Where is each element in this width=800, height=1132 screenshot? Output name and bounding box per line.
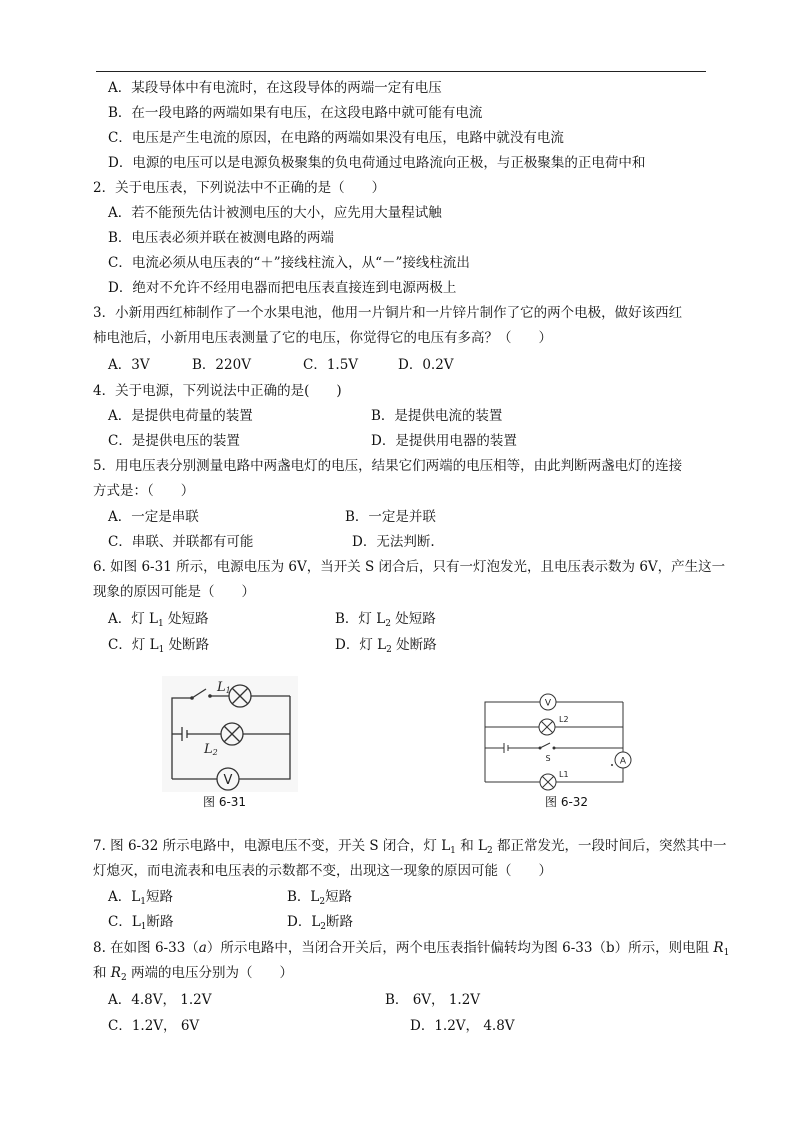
- q5-option-d: D．无法判断.: [352, 534, 435, 550]
- q7-stem-line2: 灯熄灭，而电流表和电压表的示数都不变，出现这一现象的原因可能（ ）: [93, 863, 552, 879]
- q3-option-d: D．0.2V: [398, 357, 454, 373]
- fig631-l2-label: L2: [204, 742, 218, 757]
- figure-6-31-caption: 图 6-31: [203, 795, 247, 809]
- q3-stem-line2: 柿电池后，小新用电压表测量了它的电压，你觉得它的电压有多高？（ ）: [93, 330, 552, 346]
- q5-option-a: A．一定是串联: [108, 509, 199, 525]
- q5-stem-line2: 方式是：（ ）: [93, 483, 195, 499]
- q7-option-a: A．$L_1$短路: [108, 889, 173, 907]
- q8-option-d: D．1.2V， 4.8V: [410, 1018, 515, 1034]
- q1-option-d: D．电源的电压可以是电源负极聚集的负电荷通过电路流向正极，与正极聚集的正电荷中和: [108, 155, 646, 171]
- q5-option-c: C．串联、并联都有可能: [108, 534, 254, 550]
- q2-option-a: A．若不能预先估计被测电压的大小，应先用大量程试触: [108, 205, 442, 221]
- fig632-ammeter-label: A: [619, 756, 627, 767]
- q3-option-c: C．1.5V: [303, 357, 359, 373]
- circuit-diagram-6-32: [480, 690, 635, 796]
- fig631-voltmeter-label: V: [223, 773, 233, 788]
- q6-option-b: B．灯 $L_2$ 处短路: [335, 611, 436, 629]
- q8-option-b: B． 6V， 1.2V: [385, 992, 481, 1008]
- q1-option-c: C．电压是产生电流的原因，在电路的两端如果没有电压，电路中就没有电流: [108, 130, 564, 146]
- q3-stem-line1: 3．小新用西红柿制作了一个水果电池，他用一片铜片和一片锌片制作了它的两个电极，做好该西红: [93, 305, 683, 321]
- q2-option-b: B．电压表必须并联在被测电路的两端: [108, 230, 334, 246]
- q4-stem: 4．关于电源，下列说法中正确的是( ): [93, 383, 342, 399]
- q2-stem: 2．关于电压表，下列说法中不正确的是（ ）: [93, 180, 386, 196]
- q6-option-d: D．灯 $L_2$ 处断路: [335, 637, 437, 655]
- q6-stem-line1: 6. 如图 6-31 所示，电源电压为 6V，当开关 S 闭合后，只有一灯泡发光，且电压表示数为 6V，产生这一: [93, 559, 726, 575]
- q7-option-c: C．$L_1$断路: [108, 914, 174, 932]
- q1-option-a: A．某段导体中有电流时，在这段导体的两端一定有电压: [108, 80, 442, 96]
- q1-option-b: B．在一段电路的两端如果有电压，在这段电路中就可能有电流: [108, 105, 483, 121]
- q4-option-b: B．是提供电流的装置: [371, 408, 503, 424]
- q7-option-d: D．$L_2$断路: [287, 914, 354, 932]
- figure-6-32-caption: 图 6-32: [545, 795, 589, 809]
- q5-stem-line1: 5．用电压表分别测量电路中两盏电灯的电压，结果它们两端的电压相等，由此判断两盏电灯的连接: [93, 458, 683, 474]
- q2-option-d: D．绝对不允许不经用电器而把电压表直接连到电源两极上: [108, 280, 457, 296]
- q8-stem-line2: 和 $R_2$ 两端的电压分别为（ ）: [93, 965, 293, 983]
- q5-option-b: B．一定是并联: [345, 509, 436, 525]
- q8-option-c: C．1.2V， 6V: [108, 1018, 200, 1034]
- fig632-switch-label: S: [545, 754, 551, 763]
- q2-option-c: C．电流必须从电压表的“＋”接线柱流入，从“－”接线柱流出: [108, 255, 470, 271]
- q3-option-a: A．3V: [108, 357, 150, 373]
- q7-option-b: B．$L_2$短路: [287, 889, 353, 907]
- q6-option-a: A．灯 $L_1$ 处短路: [108, 611, 209, 629]
- q3-option-b: B．220V: [192, 357, 251, 373]
- fig631-l1-label: L1: [217, 680, 231, 695]
- q4-option-a: A．是提供电荷量的装置: [108, 408, 253, 424]
- fig632-l1-label: L1: [559, 770, 569, 779]
- q6-option-c: C．灯 $L_1$ 处断路: [108, 637, 210, 655]
- q8-stem-line1: 8. 在如图 6-33（a）所示电路中，当闭合开关后，两个电压表指针偏转均为图 6-33（b）所示，则电阻 $R_1$: [93, 940, 730, 958]
- header-rule: [96, 71, 706, 72]
- q6-stem-line2: 现象的原因可能是（ ）: [93, 584, 255, 600]
- fig632-voltmeter-label: V: [544, 698, 552, 709]
- circuit-diagram-6-31: [162, 676, 298, 792]
- fig632-l2-label: L2: [559, 715, 569, 724]
- q7-stem-line1: 7. 图 6-32 所示电路中，电源电压不变，开关 S 闭合，灯 $L_1$ 和 $L_2$ 都正常发光，一段时间后，突然其中一: [93, 838, 727, 856]
- q8-option-a: A．4.8V， 1.2V: [108, 992, 212, 1008]
- q4-option-d: D．是提供用电器的装置: [371, 433, 517, 449]
- q4-option-c: C．是提供电压的装置: [108, 433, 240, 449]
